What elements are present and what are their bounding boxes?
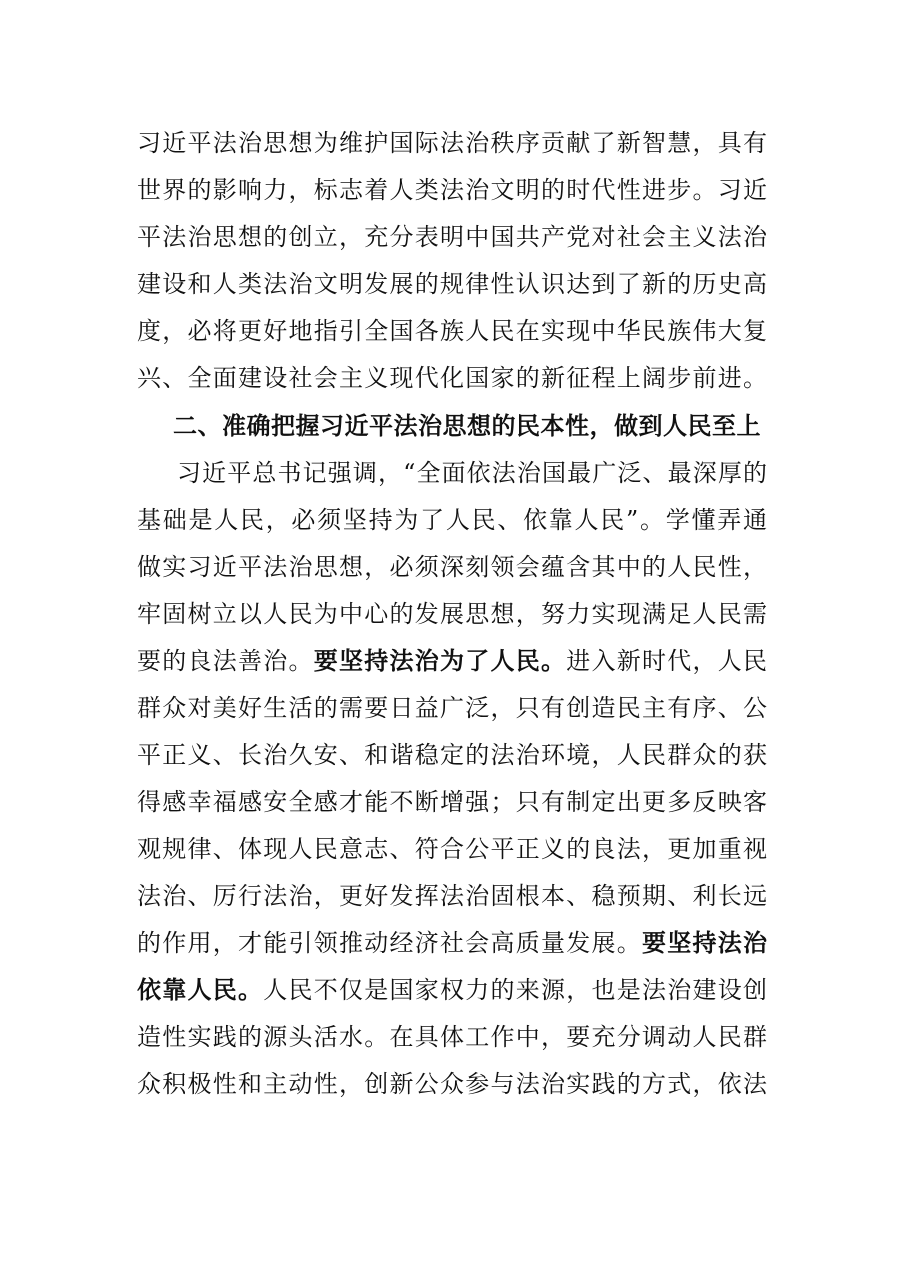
text-line [137, 967, 767, 1014]
section-heading-2: 二、准确把握习近平法治思想的民本性，做到人民至上 [173, 412, 761, 440]
text-line [137, 638, 767, 685]
text-line: 基础是人民，必须坚持为了人民、依靠人民”。学懂弄通 [137, 506, 767, 534]
text-line: 群众对美好生活的需要日益广泛，只有创造民主有序、公 [137, 694, 767, 722]
bold-emphasis: 依靠人民。 [137, 976, 264, 1004]
text-line: 造性实践的源头活水。在具体工作中，要充分调动人民群 [137, 1023, 767, 1051]
text-line: 习近平法治思想为维护国际法治秩序贡献了新智慧，具有 [137, 129, 767, 157]
paragraph-1 [137, 120, 767, 402]
text-line: 观规律、体现人民意志、符合公平正义的良法，更加重视 [137, 835, 767, 863]
text-line [137, 920, 767, 967]
text-line: 众积极性和主动性，创新公众参与法治实践的方式，依法 [137, 1070, 767, 1098]
text-line: 平法治思想的创立，充分表明中国共产党对社会主义法治 [137, 223, 767, 251]
text-line: 建设和人类法治文明发展的规律性认识达到了新的历史高 [137, 270, 767, 298]
text-line: 做实习近平法治思想，必须深刻领会蕴含其中的人民性， [137, 553, 767, 581]
text-line: 度，必将更好地指引全国各族人民在实现中华民族伟大复 [137, 317, 767, 345]
text-line: 平正义、长治久安、和谐稳定的法治环境，人民群众的获 [137, 741, 767, 769]
text-run: 要的良法善治。 [137, 647, 314, 675]
text-run: 的作用，才能引领推动经济社会高质量发展。 [137, 929, 642, 957]
text-line: 世界的影响力，标志着人类法治文明的时代性进步。习近 [137, 176, 767, 204]
text-line: 牢固树立以人民为中心的发展思想，努力实现满足人民需 [137, 600, 767, 628]
bold-emphasis: 要坚持法治 [642, 929, 767, 957]
document-body [137, 120, 767, 1108]
text-line: 法治、厉行法治，更好发挥法治固根本、稳预期、利长远 [137, 882, 767, 910]
text-run: 人民不仅是国家权力的来源，也是法治建设创 [263, 976, 767, 1004]
text-run: 进入新时代，人民 [566, 647, 767, 675]
text-line: 习近平总书记强调，“全面依法治国最广泛、最深厚的 [177, 459, 767, 487]
text-line: 得感幸福感安全感才能不断增强；只有制定出更多反映客 [137, 788, 767, 816]
paragraph-2 [137, 450, 767, 1108]
bold-emphasis: 要坚持法治为了人民。 [313, 647, 567, 675]
text-line: 兴、全面建设社会主义现代化国家的新征程上阔步前进。 [137, 364, 767, 392]
